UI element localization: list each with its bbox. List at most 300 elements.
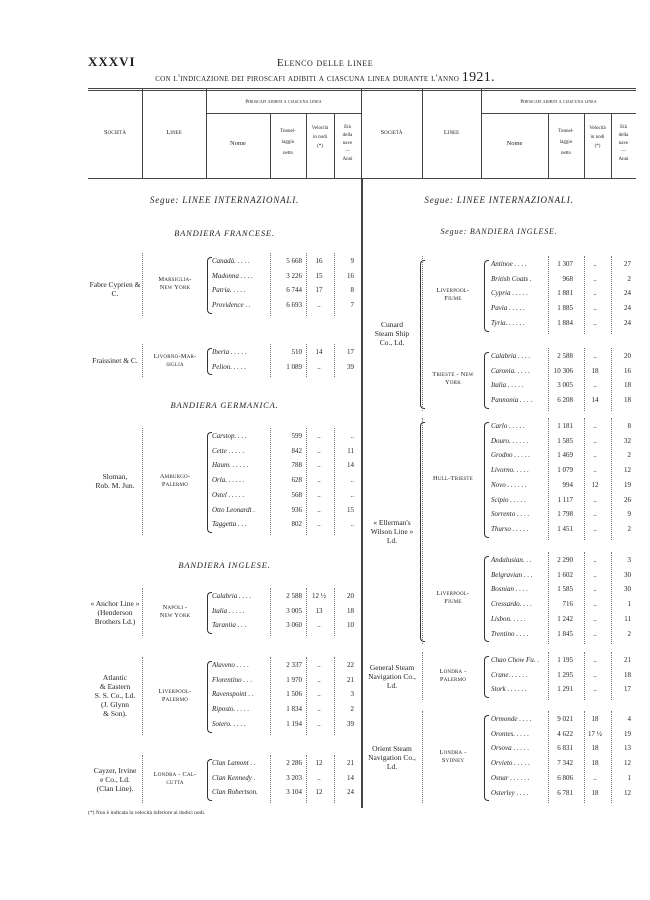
ship-name: Stork . . . . . .	[491, 685, 527, 694]
ship-age: 17	[347, 348, 354, 356]
ship-row	[491, 787, 636, 799]
ship-row	[491, 479, 636, 491]
ship-age: 12	[624, 759, 631, 768]
ship-age: 39	[347, 719, 354, 728]
brace	[484, 656, 489, 698]
header-nome-right: Nome	[506, 140, 523, 147]
ship-tonnage: 1 469	[557, 451, 573, 460]
ship-tonnage: 3 226	[286, 271, 302, 280]
ship-row	[212, 445, 357, 457]
header-eta-right: Età della nave — Anni	[618, 125, 629, 162]
ship-row	[491, 394, 636, 406]
ship-speed: ..	[317, 446, 321, 455]
ship-row	[491, 494, 636, 506]
ship-row	[212, 299, 357, 311]
page-number: XXXVI	[88, 54, 136, 69]
header-top-rule-2	[88, 90, 636, 91]
ship-speed: ..	[593, 381, 597, 390]
ship-name: Livorno. . . . .	[491, 466, 529, 475]
ship-age: 4	[627, 715, 631, 723]
ship-row	[212, 518, 357, 530]
ship-row	[212, 605, 357, 617]
ship-row	[491, 523, 636, 535]
ship-speed: 12 ½	[312, 592, 326, 600]
ship-tonnage: 842	[291, 446, 302, 455]
ship-tonnage: 6 806	[557, 773, 573, 782]
header-eta: Età della nave — Anni	[342, 125, 353, 162]
ship-speed: ..	[593, 524, 597, 533]
route-name: Trieste - New York	[432, 371, 474, 387]
ship-tonnage: 1 295	[557, 670, 573, 679]
ship-age: ..	[350, 490, 354, 499]
ship-tonnage: 10 306	[553, 366, 573, 375]
ship-row	[491, 302, 636, 314]
ship-tonnage: 1 117	[557, 495, 573, 504]
ship-row	[212, 489, 357, 501]
company-name: General Steam Navigation Co., Ld.	[368, 662, 416, 690]
ship-tonnage: 510	[291, 348, 302, 356]
ship-tonnage: 6 744	[286, 286, 302, 295]
ship-speed: ..	[317, 675, 321, 684]
ship-row	[212, 772, 357, 784]
ship-tonnage: 1 798	[557, 510, 573, 519]
ship-row	[491, 435, 636, 447]
ship-age: 9	[350, 257, 354, 265]
ship-row	[491, 273, 636, 285]
page-title: Elenco delle linee	[276, 57, 374, 69]
ship-name: Clan Lamont . .	[212, 759, 256, 767]
company-name: Cayzer, Irvine e Co., Ld. (Clan Line).	[93, 765, 137, 793]
ship-speed: 17	[315, 286, 323, 295]
ship-speed: ..	[317, 505, 321, 514]
ship-name: Orvieto . . . . .	[491, 759, 530, 768]
ship-name: Pavia . . . . .	[491, 304, 525, 313]
ship-speed: 12	[315, 759, 323, 767]
ship-age: 3	[627, 556, 631, 564]
route-name: Londra - Palermo	[439, 668, 467, 684]
company-name: Fraissinet & C.	[92, 356, 138, 366]
ship-row	[212, 504, 357, 516]
ship-age: 2	[627, 629, 631, 638]
ship-name: Tarantia . . .	[212, 621, 247, 630]
ship-age: 19	[624, 729, 631, 738]
ship-speed: ..	[593, 451, 597, 460]
ship-tonnage: 1 884	[557, 318, 573, 327]
ship-name: Douro. . . . . .	[491, 436, 529, 445]
ship-row	[491, 420, 636, 432]
ship-tonnage: 788	[291, 461, 302, 470]
ship-speed: 15	[315, 271, 323, 280]
ship-tonnage: 3 060	[286, 621, 302, 630]
ship-name: Italia . . . . .	[491, 381, 524, 390]
ship-tonnage: 4 622	[557, 729, 573, 738]
ship-speed: ..	[593, 260, 597, 268]
ship-speed: ..	[317, 432, 321, 440]
ship-speed: ..	[593, 600, 597, 609]
ship-tonnage: 1 291	[557, 685, 573, 694]
ship-speed: ..	[317, 362, 321, 371]
ship-speed: 17 ½	[588, 729, 602, 738]
ship-row	[491, 365, 636, 377]
ship-row	[212, 674, 357, 686]
right-sub-heading: Segue: BANDIERA INGLESE.	[440, 227, 558, 236]
ship-tonnage: 3 104	[286, 788, 302, 797]
ship-age: 39	[347, 362, 354, 371]
ship-tonnage: 1 970	[286, 675, 302, 684]
ship-speed: 18	[591, 715, 599, 723]
ship-age: 14	[347, 773, 354, 782]
ship-speed: ..	[317, 301, 321, 310]
ship-name: Pelion. . . . .	[212, 362, 247, 371]
header-velocita: Velocità in nodi (*)	[311, 126, 329, 149]
ship-row	[491, 742, 636, 754]
ship-row	[491, 628, 636, 640]
ship-age: 8	[350, 286, 354, 295]
ship-tonnage: 3 203	[286, 773, 302, 782]
ship-name: Alaveno . . . .	[212, 661, 249, 669]
ship-row	[491, 654, 636, 666]
ship-row	[491, 258, 636, 270]
ship-row	[212, 659, 357, 671]
right-section-heading: Segue: LINEE INTERNAZIONALI.	[424, 195, 574, 205]
ship-row	[212, 284, 357, 296]
dotted-divider	[422, 418, 423, 644]
ship-age: 2	[627, 274, 631, 283]
ship-name: Clan Robertson.	[212, 788, 258, 797]
ship-speed: 18	[591, 788, 599, 797]
ship-row	[491, 598, 636, 610]
ship-tonnage: 994	[562, 480, 573, 489]
ship-row	[212, 718, 357, 730]
ship-age: 11	[347, 446, 354, 455]
ship-speed: ..	[593, 304, 597, 313]
ship-tonnage: 1 079	[557, 466, 573, 475]
ship-speed: ..	[317, 520, 321, 529]
ship-tonnage: 2 290	[557, 556, 573, 564]
header-linee-right: Linee	[443, 129, 460, 136]
ship-speed: ..	[593, 318, 597, 327]
ship-speed: ..	[593, 570, 597, 579]
flag-inglese: BANDIERA INGLESE.	[178, 560, 271, 570]
ship-age: 15	[347, 505, 354, 514]
ship-tonnage: 6 831	[557, 744, 573, 753]
dotted-divider	[142, 344, 143, 377]
ship-tonnage: 716	[562, 600, 573, 609]
ship-tonnage: 1 602	[557, 570, 573, 579]
ship-speed: ..	[317, 461, 321, 470]
ship-age: 27	[624, 260, 631, 268]
ship-age: 24	[624, 318, 631, 327]
ship-speed: ..	[593, 510, 597, 519]
ship-age: 3	[350, 690, 354, 699]
ship-row	[212, 255, 357, 267]
ship-age: 24	[624, 304, 631, 313]
ship-name: Cressardo. . . .	[491, 600, 532, 609]
ship-age: 1	[627, 773, 631, 782]
header-piroscafi-right: Piroscafi adibiti a ciascuna linea	[520, 100, 597, 105]
ship-tonnage: 1 307	[557, 260, 573, 268]
ship-name: Trentino . . . .	[491, 629, 529, 638]
ship-tonnage: 2 588	[557, 352, 573, 360]
ship-age: ..	[350, 432, 354, 440]
ship-name: Patria. . . . .	[212, 286, 246, 295]
ship-tonnage: 1 195	[557, 656, 573, 664]
ship-age: 20	[347, 592, 354, 600]
ship-speed: ..	[593, 773, 597, 782]
ship-speed: ..	[593, 614, 597, 623]
header-piroscafi: Piroscafi adibiti a ciascuna linea	[245, 100, 322, 105]
ship-age: 8	[627, 422, 631, 430]
ship-age: 26	[624, 495, 631, 504]
ship-name: Canadà. . . . .	[212, 257, 250, 265]
route-name: Londra - Sydney	[439, 749, 467, 765]
ship-tonnage: 628	[291, 476, 302, 485]
dotted-divider	[142, 253, 143, 316]
ship-row	[212, 757, 357, 769]
header-societa: Società	[104, 129, 126, 136]
ship-age: ..	[350, 476, 354, 485]
ship-tonnage: 1 242	[557, 614, 573, 623]
ship-speed: ..	[593, 289, 597, 298]
ship-name: Thurso . . . . .	[491, 524, 529, 533]
ship-age: 22	[347, 661, 354, 669]
ship-name: Calabria . . . .	[212, 592, 252, 600]
ship-speed: ..	[317, 773, 321, 782]
ship-tonnage: 1 585	[557, 436, 573, 445]
dotted-divider	[142, 755, 143, 803]
ship-tonnage: 1 881	[557, 289, 573, 298]
ship-name: Italia . . . . .	[212, 606, 245, 615]
ship-speed: 16	[315, 257, 323, 265]
ship-name: Cypria . . . . .	[491, 289, 528, 298]
company-name: Sloman, Rob. M. Jun.	[95, 472, 135, 491]
ship-tonnage: 9 021	[557, 715, 573, 723]
ship-name: Madonna . . . .	[212, 271, 253, 280]
ship-row	[212, 474, 357, 486]
ship-row	[491, 449, 636, 461]
route-name: Marsiglia- New York	[158, 276, 192, 292]
ship-speed: ..	[593, 466, 597, 475]
ship-tonnage: 599	[291, 432, 302, 440]
ship-row	[491, 554, 636, 566]
ship-row	[491, 757, 636, 769]
header-mid-rule-right	[481, 113, 636, 114]
ship-tonnage: 1 845	[557, 629, 573, 638]
ship-age: 16	[347, 271, 354, 280]
ship-speed: 18	[591, 744, 599, 753]
ship-row	[212, 361, 357, 373]
ship-row	[491, 287, 636, 299]
ship-name: Tyria. . . . . .	[491, 318, 525, 327]
ship-name: Otto Leonardt .	[212, 505, 256, 514]
ship-speed: ..	[593, 495, 597, 504]
ship-tonnage: 5 668	[286, 257, 302, 265]
ship-speed: ..	[317, 719, 321, 728]
ship-tonnage: 1 451	[557, 524, 573, 533]
ship-tonnage: 1 181	[557, 422, 573, 430]
ship-speed: ..	[317, 621, 321, 630]
ship-row	[491, 350, 636, 362]
left-section-heading: Segue: LINEE INTERNAZIONALI.	[149, 195, 300, 205]
ship-name: Lisbon. . . . .	[491, 614, 526, 623]
ship-tonnage: 1 585	[557, 585, 573, 594]
route-name: Londra - Cal- cutta	[153, 771, 197, 787]
ship-tonnage: 1 194	[286, 719, 302, 728]
ship-age: 9	[627, 510, 631, 519]
ship-row	[491, 772, 636, 784]
ship-speed: 18	[591, 759, 599, 768]
subtitle-year: 1921.	[461, 70, 495, 85]
company-name: Cunard Steam Ship Co., Ld.	[374, 319, 410, 347]
ship-age: ..	[350, 520, 354, 529]
header-mid-rule-left	[206, 113, 361, 114]
brace	[484, 715, 489, 801]
ship-speed: ..	[593, 436, 597, 445]
center-divider-2	[362, 178, 363, 808]
ship-age: 21	[347, 675, 354, 684]
ship-name: Orsova . . . . .	[491, 744, 530, 753]
ship-name: Scipio . . . . .	[491, 495, 526, 504]
ship-name: Ravenspoint . .	[212, 690, 254, 699]
header-velocita-right: Velocità in nodi (*)	[589, 126, 606, 149]
ship-row	[491, 728, 636, 740]
ship-age: 24	[347, 788, 354, 797]
ship-speed: 13	[315, 606, 323, 615]
ship-name: Orontes. . . . .	[491, 729, 530, 738]
dotted-divider	[422, 652, 423, 700]
ship-row	[491, 713, 636, 725]
dotted-divider	[422, 711, 423, 803]
company-name: Fabre Cyprien & C.	[89, 279, 141, 298]
dotted-divider	[142, 588, 143, 636]
ship-row	[491, 583, 636, 595]
ship-age: 17	[624, 685, 631, 694]
ship-tonnage: 3 005	[557, 381, 573, 390]
flag-germanica: BANDIERA GERMANICA.	[170, 400, 279, 410]
ship-age: 18	[347, 606, 354, 615]
ship-age: 13	[624, 744, 631, 753]
ship-name: Taggetta . . .	[212, 520, 247, 529]
brace	[484, 422, 489, 538]
ship-row	[212, 430, 357, 442]
page-subtitle	[0, 70, 650, 86]
ship-name: Bosnian . . . .	[491, 585, 528, 594]
ship-age: 10	[347, 621, 354, 630]
ship-tonnage: 568	[291, 490, 302, 499]
ship-name: Sorrento . . . .	[491, 510, 530, 519]
ship-tonnage: 1 834	[286, 705, 302, 714]
ship-row	[491, 379, 636, 391]
brace	[484, 260, 489, 332]
route-name: Livorno-Mar- siglia	[153, 352, 197, 368]
ship-age: 11	[624, 614, 631, 623]
ship-name: British Coats .	[491, 274, 532, 283]
header-tonnellaggio-right: Tonnel- laggio netto	[558, 129, 574, 156]
ship-tonnage: 7 342	[557, 759, 573, 768]
brace	[484, 556, 489, 642]
ship-name: Orla. . . . . .	[212, 476, 245, 485]
ship-age: 20	[624, 352, 631, 360]
ship-age: 1	[627, 600, 631, 609]
route-name: Liverpool- Fiume	[436, 286, 470, 302]
ship-speed: ..	[593, 556, 597, 564]
flag-francese: BANDIERA FRANCESE.	[174, 228, 275, 238]
ship-row	[491, 669, 636, 681]
header-societa-right: Società	[380, 129, 403, 136]
ship-tonnage: 2 588	[286, 592, 302, 600]
ship-speed: ..	[317, 476, 321, 485]
company-name: Atlantic & Eastern S. S. Co., Ld. (J. Glynn & Son).	[94, 673, 136, 719]
ship-tonnage: 968	[562, 274, 573, 283]
ship-speed: ..	[317, 661, 321, 669]
ship-name: Ormonde . . . .	[491, 715, 532, 723]
ship-name: Carstop. . . .	[212, 432, 247, 440]
ship-age: 14	[347, 461, 354, 470]
ship-tonnage: 6 781	[557, 788, 573, 797]
ship-speed: 12	[591, 480, 599, 489]
ship-name: Riposto. . . . .	[212, 705, 250, 714]
ship-name: Chao Chow Fu. .	[491, 656, 540, 664]
ship-name: Iberia . . . . .	[212, 348, 247, 356]
ship-age: 12	[624, 788, 631, 797]
ship-tonnage: 1 885	[557, 304, 573, 313]
ship-name: Clan Kennedy .	[212, 773, 256, 782]
ship-row	[491, 569, 636, 581]
ship-speed: ..	[593, 685, 597, 694]
dotted-divider	[422, 256, 423, 411]
route-name: Napoli - New York	[159, 604, 191, 620]
ship-age: 30	[624, 570, 631, 579]
route-name: Liverpool- Fiume	[436, 590, 470, 606]
ship-tonnage: 802	[291, 520, 302, 529]
ship-name: Sotero. . . . .	[212, 719, 246, 728]
route-name: Amburgo- Palermo	[159, 473, 191, 489]
ship-age: 18	[624, 396, 631, 405]
ship-name: Andalusian. . .	[491, 556, 532, 564]
ship-age: 18	[624, 381, 631, 390]
ship-tonnage: 6 208	[557, 396, 573, 405]
ship-speed: ..	[317, 690, 321, 699]
ship-age: 21	[624, 656, 631, 664]
ship-tonnage: 1 089	[286, 362, 302, 371]
header-nome: Nome	[230, 140, 246, 147]
ship-tonnage: 936	[291, 505, 302, 514]
ship-tonnage: 3 005	[286, 606, 302, 615]
ship-name: Cette . . . . .	[212, 446, 245, 455]
ship-speed: 14	[591, 396, 599, 405]
ship-age: 19	[624, 480, 631, 489]
ship-row	[491, 317, 636, 329]
ship-age: 16	[624, 366, 631, 375]
brace	[484, 352, 489, 409]
ship-tonnage: 6 693	[286, 301, 302, 310]
ship-age: 7	[350, 301, 354, 310]
ship-row	[212, 346, 357, 358]
ship-speed: ..	[593, 656, 597, 664]
ship-name: Crane. . . . . .	[491, 670, 528, 679]
dotted-divider	[142, 428, 143, 535]
dotted-divider	[142, 657, 143, 735]
ship-tonnage: 2 286	[286, 759, 302, 767]
ship-row	[212, 590, 357, 602]
ship-speed: 14	[315, 348, 323, 356]
header-top-rule	[88, 88, 636, 89]
ship-name: Pannonia . . . .	[491, 396, 533, 405]
ship-name: Calabria . . . .	[491, 352, 531, 360]
ship-speed: ..	[593, 585, 597, 594]
ship-tonnage: 1 506	[286, 690, 302, 699]
ship-tonnage: 2 337	[286, 661, 302, 669]
